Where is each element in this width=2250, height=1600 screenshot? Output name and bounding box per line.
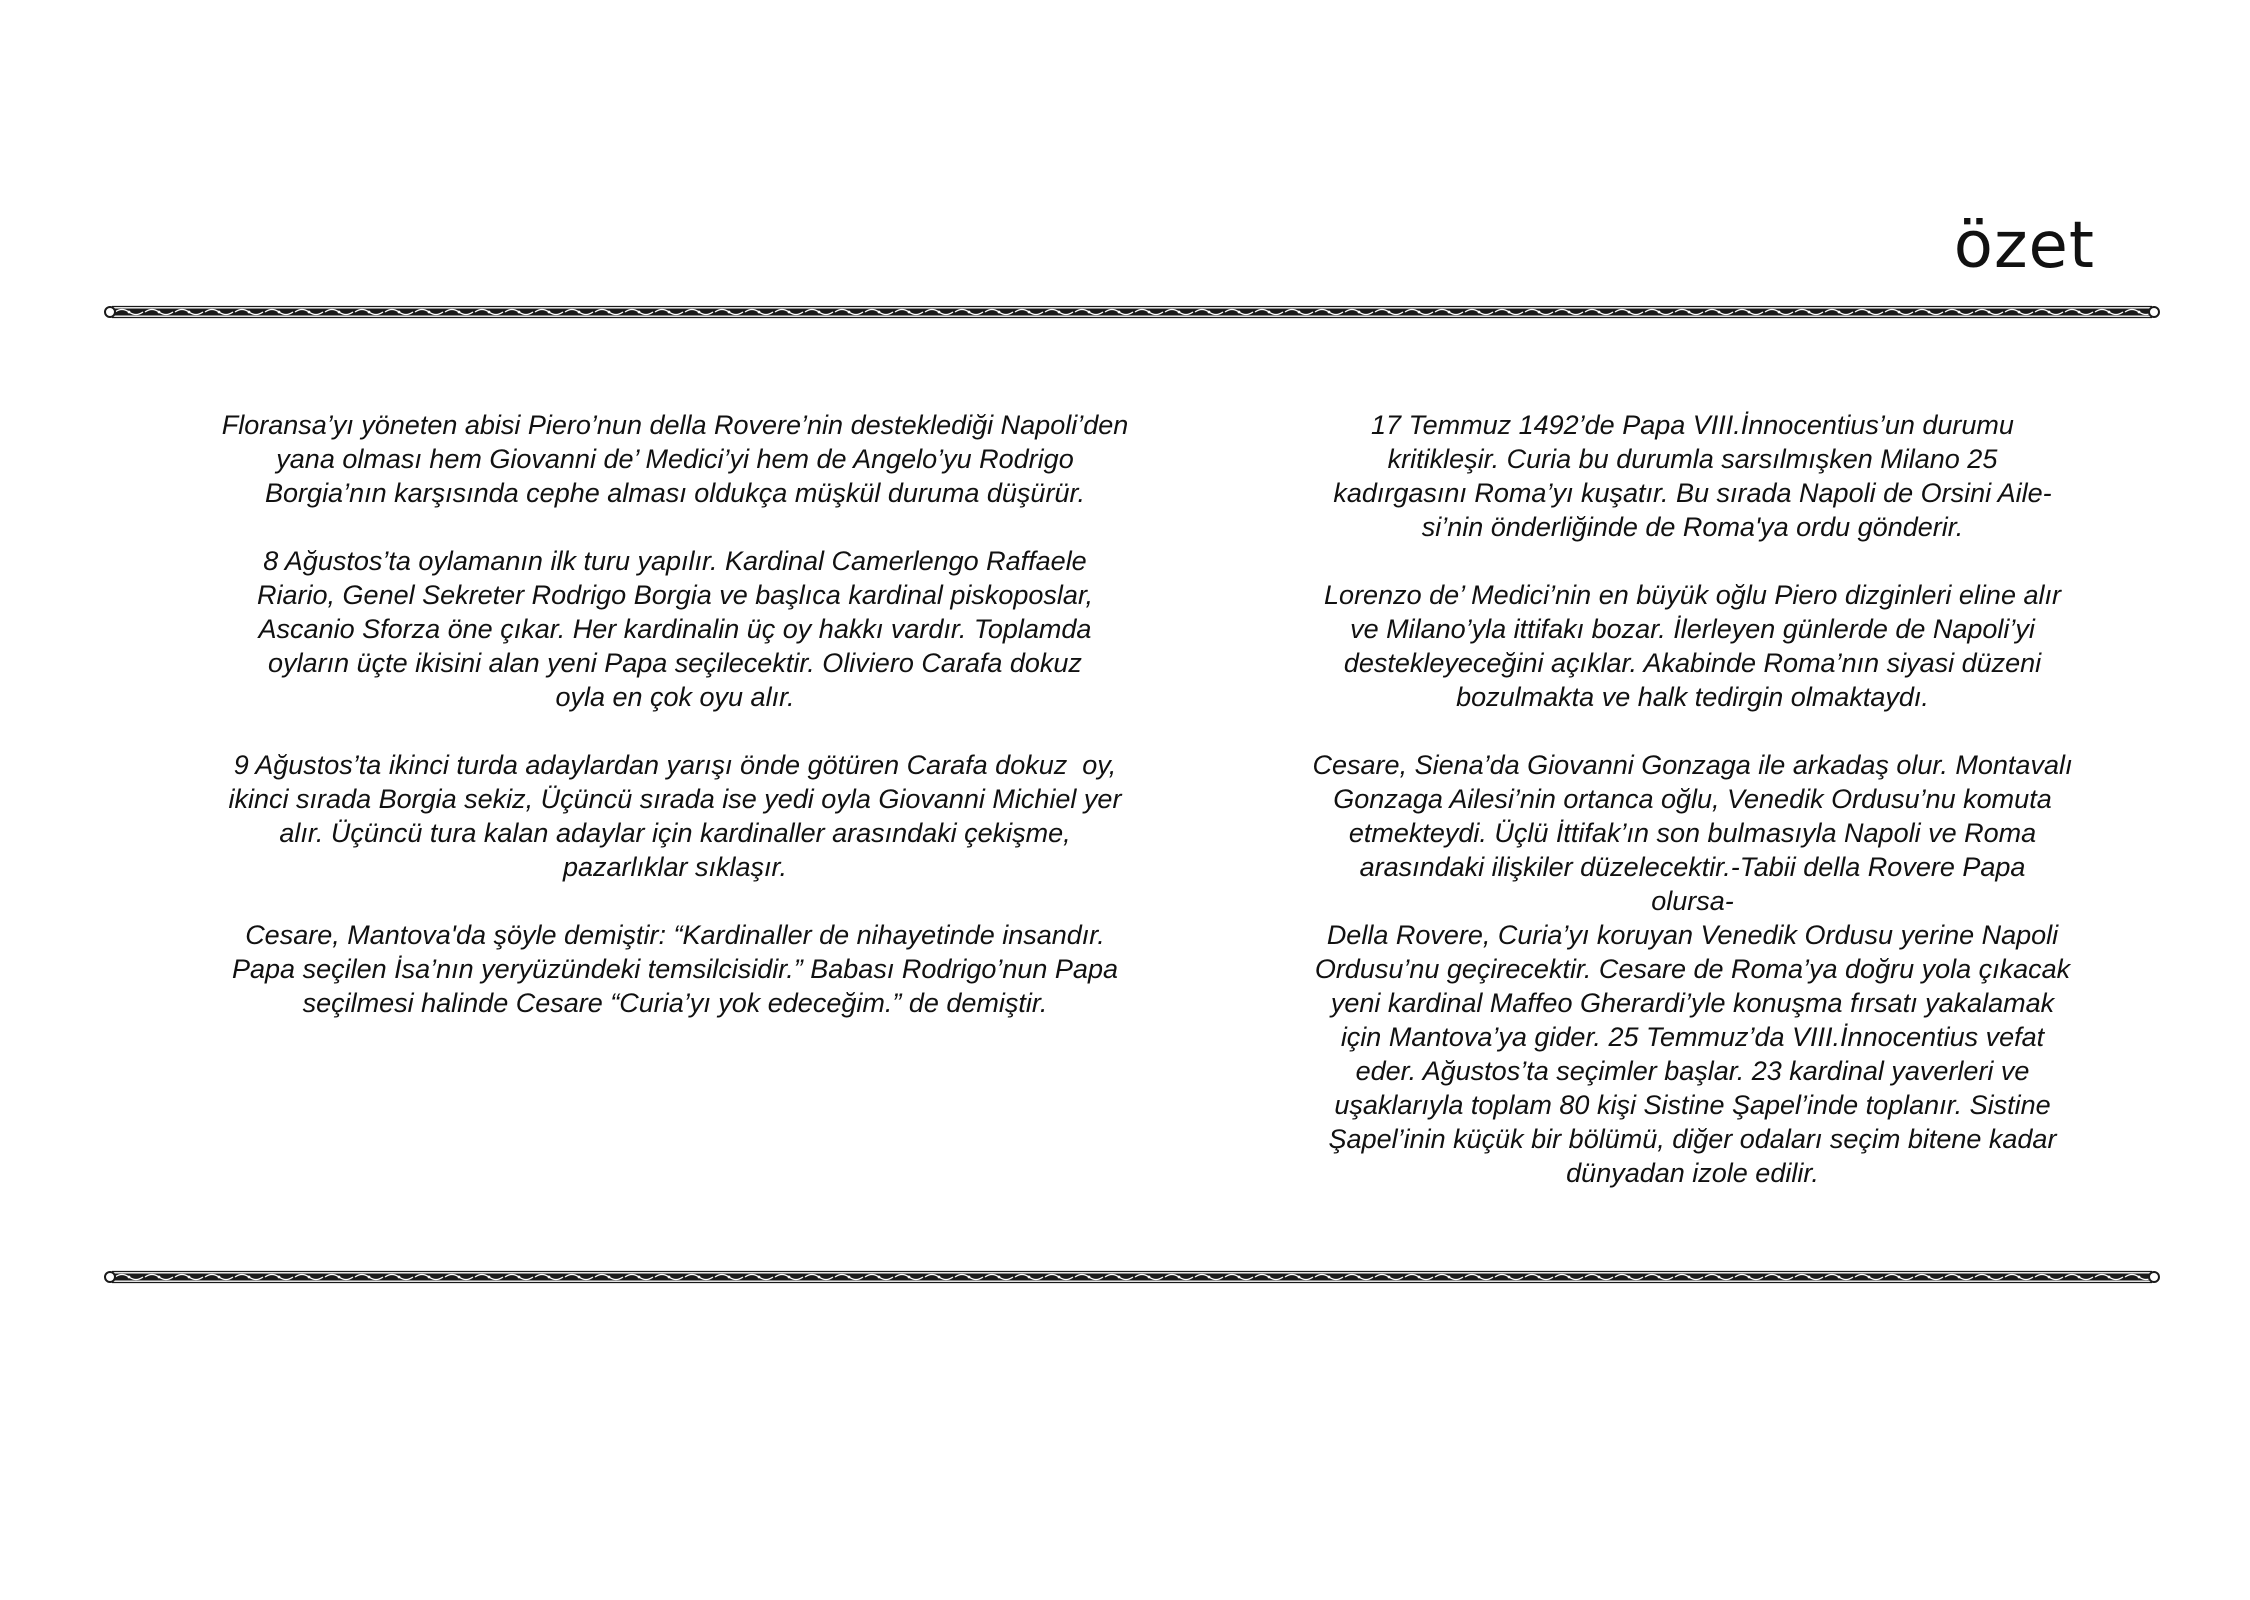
left-paragraph-4 [130,918,1220,1020]
right-paragraph-3 [1240,748,2145,1190]
page-title: özet [1953,209,2095,283]
text-line: olursa- [1651,886,1734,916]
text-line: 9 Ağustos’ta ikinci turda adaylardan yarışı önde götüren Carafa dokuz oy, [233,750,1117,780]
text-line: bozulmakta ve halk tedirgin olmaktaydı. [1456,682,1929,712]
text-line: kadırgasını Roma’yı kuşatır. Bu sırada Napoli de Orsini Aile- [1333,478,2052,508]
text-line: uşaklarıyla toplam 80 kişi Sistine Şapel’inde toplanır. Sistine [1334,1090,2051,1120]
left-paragraph-2 [130,544,1220,714]
text-line: Riario, Genel Sekreter Rodrigo Borgia ve başlıca kardinal piskoposlar, [257,580,1093,610]
text-line: Ascanio Sforza öne çıkar. Her kardinalin üç oy hakkı vardır. Toplamda [258,614,1092,644]
text-line: Cesare, Siena’da Giovanni Gonzaga ile arkadaş olur. Montavalı [1312,750,2073,780]
text-line: destekleyeceğini açıklar. Akabinde Roma’nın siyasi düzeni [1343,648,2042,678]
text-line: oyla en çok oyu alır. [555,682,795,712]
right-paragraph-2 [1240,578,2145,714]
text-line: 8 Ağustos’ta oylamanın ilk turu yapılır. Kardinal Camerlengo Raffaele [263,546,1087,576]
text-line: yeni kardinal Maffeo Gherardi’yle konuşma fırsatı yakalamak [1330,988,2055,1018]
text-line: kritikleşir. Curia bu durumla sarsılmışken Milano 25 [1387,444,1998,474]
text-line: ve Milano’yla ittifakı bozar. İlerleyen günlerde de Napoli’yi [1350,614,2035,644]
left-paragraph-1 [130,408,1220,510]
text-line: yana olması hem Giovanni de’ Medici’yi hem de Angelo’yu Rodrigo [276,444,1074,474]
text-line: alır. Üçüncü tura kalan adaylar için kardinaller arasındaki çekişme, [279,818,1071,848]
left-column [130,408,1220,1054]
text-line: ikinci sırada Borgia sekiz, Üçüncü sırada ise yedi oyla Giovanni Michiel yer [228,784,1122,814]
text-line: dünyadan izole edilir. [1566,1158,1819,1188]
text-line: seçilmesi halinde Cesare “Curia’yı yok edeceğim.” de demiştir. [302,988,1048,1018]
text-line: Şapel’inin küçük bir bölümü, diğer odaları seçim bitene kadar [1328,1124,2057,1154]
text-line: Gonzaga Ailesi’nin ortanca oğlu, Venedik Ordusu’nu komuta [1333,784,2052,814]
text-line: için Mantova’ya gider. 25 Temmuz’da VIII.İnnocentius vefat [1340,1022,2045,1052]
text-line: si’nin önderliğinde de Roma'ya ordu gönderir. [1421,512,1964,542]
text-line: pazarlıklar sıklaşır. [562,852,788,882]
text-line: Cesare, Mantova'da şöyle demiştir: “Kardinaller de nihayetinde insandır. [245,920,1105,950]
text-line: Lorenzo de’ Medici’nin en büyük oğlu Piero dizginleri eline alır [1324,580,2061,610]
text-line: etmekteydi. Üçlü İttifak’ın son bulmasıyla Napoli ve Roma [1348,818,2037,848]
text-line: Papa seçilen İsa’nın yeryüzündeki temsilcisidir.” Babası Rodrigo’nun Papa [232,954,1118,984]
text-line: eder. Ağustos’ta seçimler başlar. 23 kardinal yaverleri ve [1355,1056,2030,1086]
right-column [1240,408,2145,1224]
bottom-ornamental-border [104,1269,2160,1285]
text-line: Della Rovere, Curia’yı koruyan Venedik Ordusu yerine Napoli [1326,920,2059,950]
left-paragraph-3 [130,748,1220,884]
text-line: Borgia’nın karşısında cephe alması oldukça müşkül duruma düşürür. [265,478,1085,508]
text-line: oyların üçte ikisini alan yeni Papa seçilecektir. Oliviero Carafa dokuz [268,648,1082,678]
text-line: 17 Temmuz 1492’de Papa VIII.İnnocentius’un durumu [1371,410,2014,440]
right-paragraph-1 [1240,408,2145,544]
text-line: arasındaki ilişkiler düzelecektir.-Tabii della Rovere Papa [1359,852,2026,882]
text-line: Floransa’yı yöneten abisi Piero’nun della Rovere’nin desteklediği Napoli’den [221,410,1129,440]
text-line: Ordusu’nu geçirecektir. Cesare de Roma’ya doğru yola çıkacak [1314,954,2071,984]
top-ornamental-border [104,304,2160,320]
